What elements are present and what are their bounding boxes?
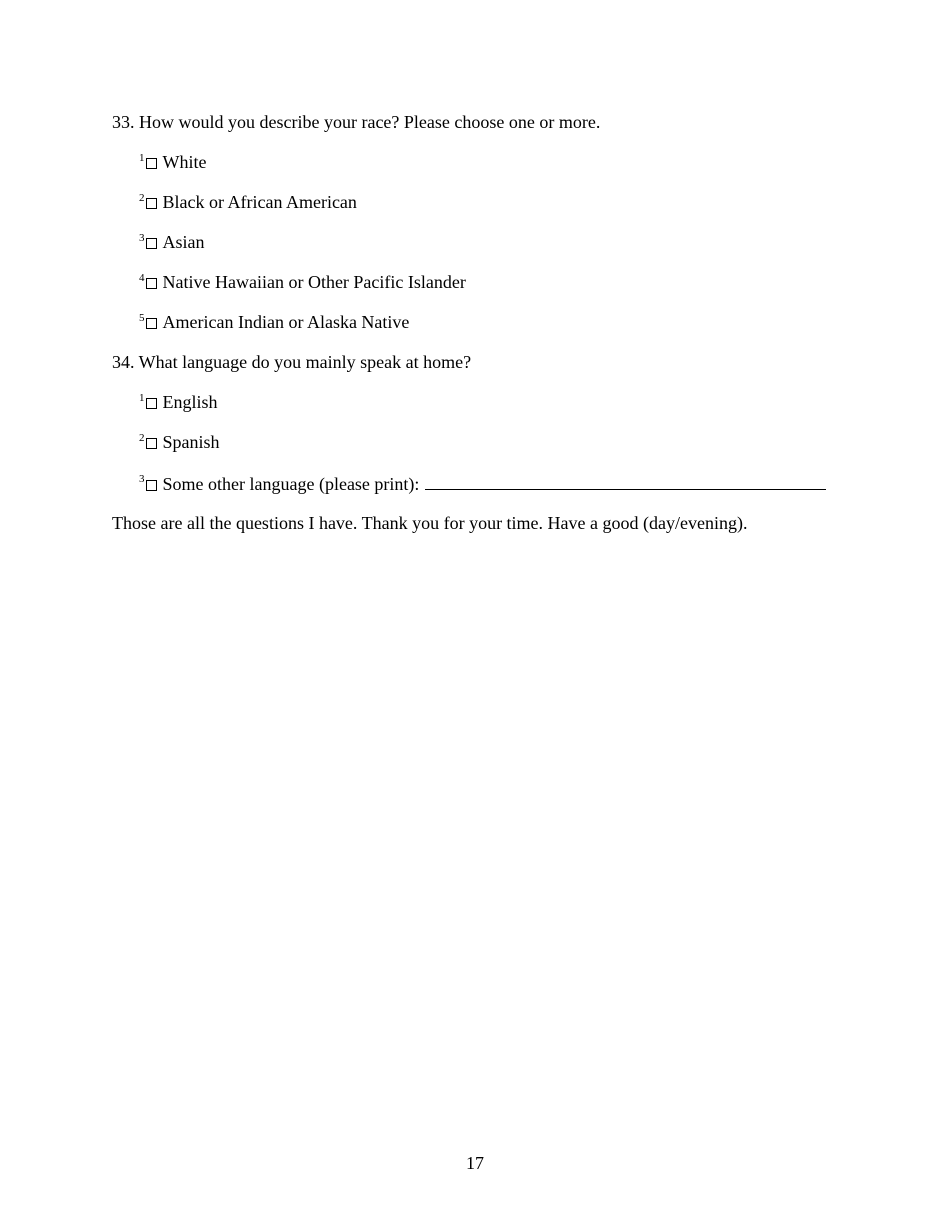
checkbox-spanish[interactable] <box>146 438 157 449</box>
option-label: Spanish <box>162 432 220 452</box>
option-number: 3 <box>139 473 145 485</box>
language-option-other <box>139 472 826 495</box>
checkbox-other[interactable] <box>146 480 157 491</box>
race-option-american-indian <box>139 311 409 333</box>
race-option-pacific-islander <box>139 271 466 293</box>
checkbox-pacific-islander[interactable] <box>146 278 157 289</box>
option-number: 1 <box>139 392 145 404</box>
option-number: 3 <box>139 232 145 244</box>
checkbox-black[interactable] <box>146 198 157 209</box>
option-number: 2 <box>139 432 145 444</box>
checkbox-asian[interactable] <box>146 238 157 249</box>
language-option-english <box>139 391 218 413</box>
race-option-asian <box>139 231 205 253</box>
checkbox-american-indian[interactable] <box>146 318 157 329</box>
checkbox-english[interactable] <box>146 398 157 409</box>
option-number: 1 <box>139 152 145 164</box>
race-option-white <box>139 151 206 173</box>
option-label: White <box>162 152 207 172</box>
question-34-text: 34. What language do you mainly speak at home? <box>112 352 472 372</box>
language-option-spanish <box>139 431 220 453</box>
checkbox-white[interactable] <box>146 158 157 169</box>
option-number: 2 <box>139 192 145 204</box>
option-label: Asian <box>162 232 205 252</box>
page-number: 17 <box>466 1153 484 1173</box>
option-number: 4 <box>139 272 145 284</box>
option-number: 5 <box>139 312 145 324</box>
option-label: Native Hawaiian or Other Pacific Islander <box>162 272 466 292</box>
option-label: Black or African American <box>162 192 357 212</box>
other-language-write-in-field[interactable] <box>425 472 826 490</box>
option-label: American Indian or Alaska Native <box>162 312 410 332</box>
race-option-black <box>139 191 357 213</box>
option-label: Some other language (please print): <box>162 474 420 494</box>
question-33-text: 33. How would you describe your race? Please choose one or more. <box>112 112 601 132</box>
closing-statement: Those are all the questions I have. Thank you for your time. Have a good (day/evening). <box>112 513 748 533</box>
option-label: English <box>162 392 218 412</box>
